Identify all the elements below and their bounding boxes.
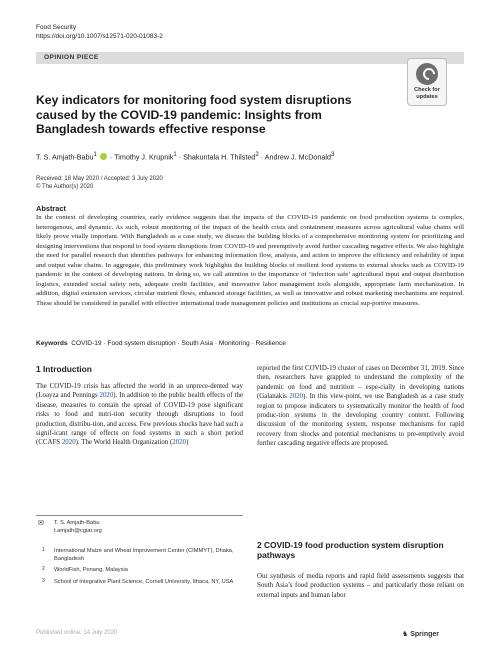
affiliation-item: 3 School of Integrative Plant Science, Cornell University, Ithaca, NY, USA <box>42 577 234 585</box>
keywords-list: COVID-19 · Food system disruption · South Asia · Monitoring · Resilience <box>71 340 286 347</box>
author-affiliation-sup: 1 <box>173 152 177 158</box>
published-online: Published online: 14 July 2020 <box>36 630 118 636</box>
section-heading-introduction: 1 Introduction <box>36 364 92 374</box>
publisher-name: Springer <box>410 631 440 638</box>
author-list: T. S. Amjath-Babu$^1$ · Timothy J. Krupnik$^1$ · Shakuntala H. Thilsted$^2$ · Andrew J. McDonald$^3$ <box>36 152 335 162</box>
keywords <box>36 339 464 348</box>
intro-text: reported the first COVID-19 cluster of cases on December 31, 2019. Since then, researchers have grappled to understand the complexity of the pandemic on food and nutrition – espe-cially in developing nations (Galanakis <box>257 365 464 401</box>
abstract-text: In the context of developing countries, early evidence suggests that the impacts of the COVID-19 pandemic on food production systems is complex, heterogenous, and dynamic. As such, robust monitoring of the impact of the health crisis and containment measures across agricultural value chains will likely prove vitally important. With Bangladesh as a case study, we discuss the building blocks of a comprehensive monitoring system for prioritizing and designing interventions that respond to food system disruptions from COVID-19 and preemptively avoid further cascading negative effects. We also highlight the need for parallel research that identifies pathways for enhancing information flow, analysis, and action to improve the efficiency and reliability of input and output value chains. In aggregate, this preliminary work highlights the building blocks of resilient food systems to external shocks such as COVID-19 pandemic in the context of developing nations. In doing so, we call attention to the importance of ‘infection safe’ agricultural input and output distribution logistics, extended social safety nets, adequate credit facilities, and innovative labor management tools alongside, appropriate farm mechanization. In addition, digital extension services, circular nutrient flows, enhanced storage facilities, as well as innovative and robust marketing mechanisms are required. These should be considered in parallel with effective international trade management policies and institutions as crucial sup-portive measures. <box>36 214 464 307</box>
correspondence-email[interactable]: t.amjath@cgiar.org <box>54 527 102 534</box>
orcid-icon[interactable] <box>100 153 107 160</box>
author-affiliation-sup: 3 <box>330 152 335 158</box>
keywords-label: Keywords <box>36 340 68 347</box>
author-affiliation-sup: 2 <box>255 152 259 158</box>
author-name[interactable]: Shakuntala H. Thilsted <box>183 152 256 162</box>
journal-header <box>36 24 163 41</box>
citation-link[interactable]: 2020 <box>172 439 187 447</box>
footnote-divider <box>36 515 243 516</box>
journal-name: Food Security <box>36 24 77 31</box>
correspondence-name: T. S. Amjath-Babu <box>54 520 100 526</box>
intro-paragraph-right <box>257 364 464 449</box>
badge-line2: updates <box>416 93 438 100</box>
section-heading-disruption: 2 COVID-19 food production system disruption pathways <box>257 540 444 560</box>
section2-paragraph: Our synthesis of media reports and rapid field assessments suggests that South Asia’s food production systems – and particularly those reliant on external inputs and human labor <box>257 573 464 599</box>
affiliation-item: 2 WorldFish, Penang, Malaysia <box>42 566 128 573</box>
citation-link[interactable]: 2020 <box>61 439 76 447</box>
author-affiliation-sup: 1 <box>93 152 97 158</box>
check-for-updates-badge[interactable] <box>407 58 447 106</box>
article-type-banner: OPINION PIECE <box>36 52 464 64</box>
badge-line1: Check for <box>414 87 440 93</box>
horse-icon: ♞ <box>402 631 409 638</box>
intro-text: ). In addition to the public health effects of the disease, measures to contain the spread of COVID-19 pose significant risks to food and nutri-tion security through disruptions to food production, distribu-tion, and access. Few previous shocks have had such a signif-icant range of effects on food systems in such a short period (CCAFS <box>36 392 243 447</box>
citation-link[interactable]: 2020 <box>99 392 114 400</box>
author-name[interactable]: T. S. Amjath-Babu <box>36 152 94 162</box>
article-title: Key indicators for monitoring food system disruptions caused by the COVID-19 pandemic: Insights from Bangladesh towards effective response <box>36 93 352 136</box>
author-name[interactable]: Timothy J. Krupnik <box>114 152 174 162</box>
publication-dates <box>36 175 163 191</box>
abstract-heading: Abstract <box>36 204 66 213</box>
intro-text: ). In this view-point, we use Bangladesh as a case study region to propose indicators to systematically monitor the health of food produc-tion systems in the developing country context. Following discussion of the monitoring system, response mechanisms for rapid recovery from shocks and potential mechanisms to pre-emptively avoid further cascading negative effects are proposed. <box>257 393 464 448</box>
intro-text: The COVID-19 crisis has affected the world in an unprece-dented way (Loayza and Pennings <box>36 383 243 400</box>
affiliations-block <box>36 548 243 586</box>
copyright-line: © The Author(s) 2020 <box>36 184 94 190</box>
author-name[interactable]: Andrew J. McDonald <box>264 152 331 162</box>
intro-text: ) <box>186 439 189 447</box>
journal-doi[interactable]: https://doi.org/10.1007/s12571-020-01083-2 <box>36 32 163 40</box>
springer-logo <box>402 630 439 638</box>
refresh-icon <box>416 63 438 85</box>
affiliation-item: 1 International Maize and Wheat Improvement Center (CIMMYT), Dhaka, Bangladesh <box>42 547 234 562</box>
correspondence-block <box>36 520 243 535</box>
citation-link[interactable]: 2020 <box>289 393 304 401</box>
intro-text: ). The World Health Organization ( <box>75 439 173 447</box>
envelope-icon: ✉ <box>38 520 44 527</box>
intro-paragraph-left <box>36 382 243 448</box>
received-accepted: Received: 18 May 2020 / Accepted: 3 July 2020 <box>36 176 163 182</box>
